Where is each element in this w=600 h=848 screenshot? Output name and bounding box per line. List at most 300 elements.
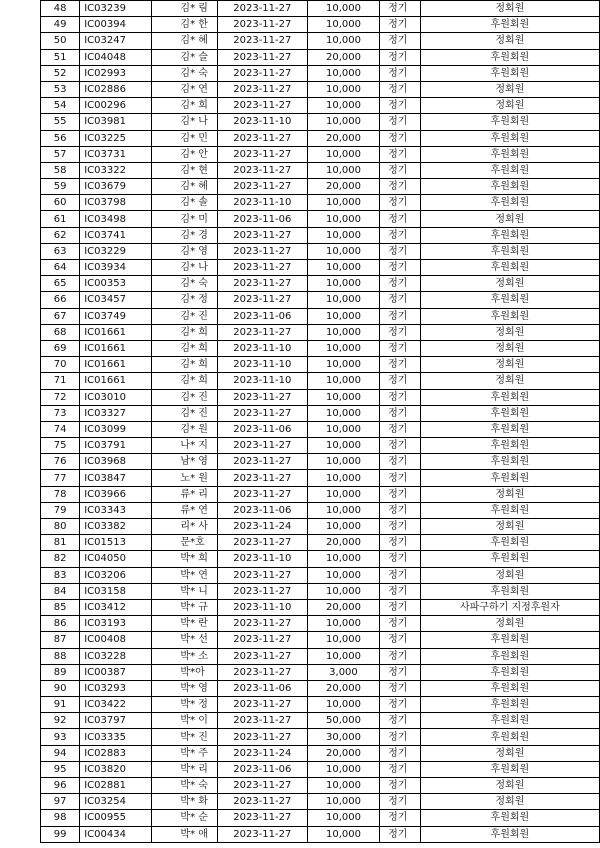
donation-date-cell: 2023-11-27 [217, 810, 307, 826]
row-number-cell: 96 [41, 778, 80, 794]
donation-date-cell: 2023-11-10 [217, 195, 307, 211]
donation-type-cell: 정기 [380, 81, 421, 97]
donation-amount-cell: 10,000 [307, 778, 379, 794]
donation-type-cell: 정기 [380, 405, 421, 421]
member-name-cell: 김* 연 [152, 81, 217, 97]
donation-type-cell: 정기 [380, 810, 421, 826]
row-number-cell: 70 [41, 357, 80, 373]
table-row [41, 680, 600, 696]
member-id-cell: IC03498 [80, 211, 152, 227]
donation-type-cell: 정기 [380, 195, 421, 211]
member-id-cell: IC03225 [80, 130, 152, 146]
donation-date-cell: 2023-11-06 [217, 421, 307, 437]
table-row [41, 227, 600, 243]
member-id-cell: IC03228 [80, 648, 152, 664]
member-category-cell: 후원회원 [420, 729, 599, 745]
donation-amount-cell: 10,000 [307, 697, 379, 713]
member-name-cell: 김* 현 [152, 162, 217, 178]
donation-type-cell: 정기 [380, 130, 421, 146]
donation-amount-cell: 10,000 [307, 454, 379, 470]
donation-date-cell: 2023-11-27 [217, 794, 307, 810]
member-category-cell: 정회원 [420, 745, 599, 761]
member-name-cell: 김* 안 [152, 146, 217, 162]
row-number-cell: 62 [41, 227, 80, 243]
member-name-cell: 김* 경 [152, 227, 217, 243]
donation-amount-cell: 10,000 [307, 405, 379, 421]
donation-date-cell: 2023-11-27 [217, 1, 307, 17]
member-category-cell: 후원회원 [420, 49, 599, 65]
donation-amount-cell: 10,000 [307, 276, 379, 292]
donation-type-cell: 정기 [380, 648, 421, 664]
member-name-cell: 김* 민 [152, 130, 217, 146]
donation-date-cell: 2023-11-27 [217, 713, 307, 729]
donation-amount-cell: 10,000 [307, 567, 379, 583]
donation-type-cell: 정기 [380, 583, 421, 599]
donation-type-cell: 정기 [380, 357, 421, 373]
donation-amount-cell: 10,000 [307, 519, 379, 535]
row-number-cell: 72 [41, 389, 80, 405]
table-row [41, 389, 600, 405]
member-id-cell: IC00434 [80, 826, 152, 842]
member-name-cell: 김* 혜 [152, 179, 217, 195]
donation-amount-cell: 20,000 [307, 535, 379, 551]
member-id-cell: IC03749 [80, 308, 152, 324]
member-id-cell: IC03731 [80, 146, 152, 162]
donation-amount-cell: 10,000 [307, 502, 379, 518]
table-row [41, 761, 600, 777]
donation-date-cell: 2023-11-27 [217, 583, 307, 599]
table-row [41, 778, 600, 794]
member-name-cell: 김* 희 [152, 98, 217, 114]
member-name-cell: 박* 희 [152, 551, 217, 567]
table-row [41, 260, 600, 276]
table-row [41, 211, 600, 227]
table-row [41, 810, 600, 826]
member-id-cell: IC03293 [80, 680, 152, 696]
row-number-cell: 53 [41, 81, 80, 97]
donation-type-cell: 정기 [380, 98, 421, 114]
table-row [41, 826, 600, 842]
donation-date-cell: 2023-11-27 [217, 697, 307, 713]
table-row [41, 745, 600, 761]
table-row [41, 502, 600, 518]
row-number-cell: 69 [41, 340, 80, 356]
donation-date-cell: 2023-11-06 [217, 502, 307, 518]
table-row [41, 33, 600, 49]
donation-type-cell: 정기 [380, 1, 421, 17]
donor-table [40, 0, 600, 843]
member-id-cell: IC04048 [80, 49, 152, 65]
table-row [41, 729, 600, 745]
donation-type-cell: 정기 [380, 680, 421, 696]
donation-amount-cell: 20,000 [307, 599, 379, 615]
member-name-cell: 리* 사 [152, 519, 217, 535]
member-name-cell: 박* 이 [152, 713, 217, 729]
table-row [41, 1, 600, 17]
donation-type-cell: 정기 [380, 632, 421, 648]
donation-date-cell: 2023-11-24 [217, 519, 307, 535]
row-number-cell: 52 [41, 65, 80, 81]
member-name-cell: 나* 지 [152, 438, 217, 454]
row-number-cell: 67 [41, 308, 80, 324]
row-number-cell: 66 [41, 292, 80, 308]
donor-table-container [40, 0, 600, 843]
donation-amount-cell: 10,000 [307, 211, 379, 227]
donation-type-cell: 정기 [380, 324, 421, 340]
donation-date-cell: 2023-11-27 [217, 227, 307, 243]
member-category-cell: 정회원 [420, 340, 599, 356]
donation-amount-cell: 10,000 [307, 146, 379, 162]
donation-amount-cell: 10,000 [307, 324, 379, 340]
row-number-cell: 86 [41, 616, 80, 632]
member-name-cell: 김* 진 [152, 308, 217, 324]
member-id-cell: IC03791 [80, 438, 152, 454]
member-name-cell: 김* 숙 [152, 65, 217, 81]
donor-table-body [41, 1, 600, 843]
donation-date-cell: 2023-11-27 [217, 17, 307, 33]
member-name-cell: 문*호 [152, 535, 217, 551]
member-category-cell: 정회원 [420, 794, 599, 810]
member-category-cell: 후원회원 [420, 227, 599, 243]
donation-amount-cell: 10,000 [307, 648, 379, 664]
table-row [41, 308, 600, 324]
donation-date-cell: 2023-11-10 [217, 114, 307, 130]
donation-date-cell: 2023-11-27 [217, 389, 307, 405]
donation-amount-cell: 30,000 [307, 729, 379, 745]
donation-amount-cell: 10,000 [307, 33, 379, 49]
member-category-cell: 후원회원 [420, 65, 599, 81]
table-row [41, 551, 600, 567]
member-category-cell: 후원회원 [420, 761, 599, 777]
donation-date-cell: 2023-11-27 [217, 486, 307, 502]
donation-date-cell: 2023-11-27 [217, 616, 307, 632]
member-name-cell: 김* 미 [152, 211, 217, 227]
row-number-cell: 73 [41, 405, 80, 421]
member-category-cell: 정회원 [420, 519, 599, 535]
row-number-cell: 71 [41, 373, 80, 389]
row-number-cell: 88 [41, 648, 80, 664]
member-id-cell: IC01661 [80, 324, 152, 340]
donation-type-cell: 정기 [380, 745, 421, 761]
donation-date-cell: 2023-11-24 [217, 745, 307, 761]
row-number-cell: 77 [41, 470, 80, 486]
member-id-cell: IC00408 [80, 632, 152, 648]
member-name-cell: 김* 영 [152, 243, 217, 259]
donation-date-cell: 2023-11-27 [217, 454, 307, 470]
member-name-cell: 박* 리 [152, 761, 217, 777]
row-number-cell: 76 [41, 454, 80, 470]
row-number-cell: 97 [41, 794, 80, 810]
row-number-cell: 91 [41, 697, 80, 713]
table-row [41, 421, 600, 437]
donation-type-cell: 정기 [380, 162, 421, 178]
donation-type-cell: 정기 [380, 33, 421, 49]
donation-amount-cell: 10,000 [307, 65, 379, 81]
donation-amount-cell: 10,000 [307, 292, 379, 308]
member-id-cell: IC03679 [80, 179, 152, 195]
member-id-cell: IC03247 [80, 33, 152, 49]
member-category-cell: 후원회원 [420, 664, 599, 680]
member-id-cell: IC03457 [80, 292, 152, 308]
member-category-cell: 정회원 [420, 373, 599, 389]
member-category-cell: 후원회원 [420, 632, 599, 648]
member-id-cell: IC03343 [80, 502, 152, 518]
member-name-cell: 김* 솔 [152, 195, 217, 211]
member-category-cell: 후원회원 [420, 470, 599, 486]
member-category-cell: 후원회원 [420, 146, 599, 162]
table-row [41, 519, 600, 535]
table-row [41, 81, 600, 97]
member-category-cell: 후원회원 [420, 243, 599, 259]
member-category-cell: 후원회원 [420, 583, 599, 599]
donation-type-cell: 정기 [380, 535, 421, 551]
member-name-cell: 김* 슬 [152, 49, 217, 65]
member-name-cell: 김* 희 [152, 324, 217, 340]
donation-amount-cell: 10,000 [307, 389, 379, 405]
member-name-cell: 박* 주 [152, 745, 217, 761]
member-category-cell: 후원회원 [420, 454, 599, 470]
member-name-cell: 김* 숙 [152, 276, 217, 292]
member-name-cell: 김* 나 [152, 114, 217, 130]
donation-amount-cell: 20,000 [307, 745, 379, 761]
donation-type-cell: 정기 [380, 227, 421, 243]
member-category-cell: 후원회원 [420, 308, 599, 324]
row-number-cell: 92 [41, 713, 80, 729]
member-category-cell: 정회원 [420, 567, 599, 583]
row-number-cell: 68 [41, 324, 80, 340]
member-category-cell: 후원회원 [420, 680, 599, 696]
member-name-cell: 박* 란 [152, 616, 217, 632]
table-row [41, 162, 600, 178]
member-id-cell: IC03847 [80, 470, 152, 486]
donation-date-cell: 2023-11-27 [217, 130, 307, 146]
donation-date-cell: 2023-11-06 [217, 211, 307, 227]
row-number-cell: 99 [41, 826, 80, 842]
member-category-cell: 정회원 [420, 276, 599, 292]
donation-amount-cell: 3,000 [307, 664, 379, 680]
member-category-cell: 정회원 [420, 778, 599, 794]
member-category-cell: 후원회원 [420, 502, 599, 518]
row-number-cell: 75 [41, 438, 80, 454]
table-row [41, 486, 600, 502]
member-id-cell: IC03412 [80, 599, 152, 615]
member-id-cell: IC03797 [80, 713, 152, 729]
donation-type-cell: 정기 [380, 438, 421, 454]
donation-type-cell: 정기 [380, 567, 421, 583]
member-category-cell: 후원회원 [420, 421, 599, 437]
table-row [41, 65, 600, 81]
member-name-cell: 박* 소 [152, 648, 217, 664]
table-row [41, 114, 600, 130]
donation-date-cell: 2023-11-06 [217, 761, 307, 777]
row-number-cell: 54 [41, 98, 80, 114]
donation-type-cell: 정기 [380, 664, 421, 680]
member-category-cell: 후원회원 [420, 535, 599, 551]
row-number-cell: 80 [41, 519, 80, 535]
member-name-cell: 노* 원 [152, 470, 217, 486]
member-name-cell: 박* 정 [152, 697, 217, 713]
table-row [41, 664, 600, 680]
member-category-cell: 후원회원 [420, 405, 599, 421]
row-number-cell: 64 [41, 260, 80, 276]
donation-amount-cell: 10,000 [307, 340, 379, 356]
donation-amount-cell: 10,000 [307, 470, 379, 486]
donation-date-cell: 2023-11-27 [217, 648, 307, 664]
row-number-cell: 59 [41, 179, 80, 195]
member-id-cell: IC00955 [80, 810, 152, 826]
member-id-cell: IC03254 [80, 794, 152, 810]
member-id-cell: IC00353 [80, 276, 152, 292]
member-name-cell: 박* 규 [152, 599, 217, 615]
member-id-cell: IC03934 [80, 260, 152, 276]
table-row [41, 324, 600, 340]
donation-amount-cell: 20,000 [307, 49, 379, 65]
donation-amount-cell: 10,000 [307, 421, 379, 437]
member-category-cell: 후원회원 [420, 389, 599, 405]
table-row [41, 454, 600, 470]
member-category-cell: 정회원 [420, 1, 599, 17]
donation-amount-cell: 10,000 [307, 227, 379, 243]
member-category-cell: 후원회원 [420, 179, 599, 195]
member-name-cell: 박* 화 [152, 794, 217, 810]
donation-amount-cell: 10,000 [307, 632, 379, 648]
table-row [41, 794, 600, 810]
donation-type-cell: 정기 [380, 486, 421, 502]
donation-date-cell: 2023-11-27 [217, 405, 307, 421]
donation-amount-cell: 10,000 [307, 826, 379, 842]
row-number-cell: 82 [41, 551, 80, 567]
member-id-cell: IC03968 [80, 454, 152, 470]
member-name-cell: 남* 영 [152, 454, 217, 470]
row-number-cell: 51 [41, 49, 80, 65]
donation-type-cell: 정기 [380, 340, 421, 356]
member-name-cell: 김* 나 [152, 260, 217, 276]
donation-date-cell: 2023-11-27 [217, 438, 307, 454]
donation-amount-cell: 10,000 [307, 98, 379, 114]
donation-date-cell: 2023-11-27 [217, 292, 307, 308]
donation-date-cell: 2023-11-27 [217, 81, 307, 97]
donation-type-cell: 정기 [380, 502, 421, 518]
donation-amount-cell: 10,000 [307, 162, 379, 178]
table-row [41, 648, 600, 664]
member-id-cell: IC01661 [80, 357, 152, 373]
member-category-cell: 사파구하기 지정후원자 [420, 599, 599, 615]
member-category-cell: 정회원 [420, 486, 599, 502]
row-number-cell: 50 [41, 33, 80, 49]
table-row [41, 357, 600, 373]
member-id-cell: IC02993 [80, 65, 152, 81]
donation-amount-cell: 10,000 [307, 373, 379, 389]
member-id-cell: IC03322 [80, 162, 152, 178]
table-row [41, 567, 600, 583]
member-name-cell: 박* 진 [152, 729, 217, 745]
member-id-cell: IC03981 [80, 114, 152, 130]
donation-type-cell: 정기 [380, 729, 421, 745]
member-name-cell: 박* 숙 [152, 778, 217, 794]
donation-type-cell: 정기 [380, 470, 421, 486]
member-name-cell: 김* 희 [152, 373, 217, 389]
member-name-cell: 김* 정 [152, 292, 217, 308]
member-name-cell: 박* 니 [152, 583, 217, 599]
donation-date-cell: 2023-11-10 [217, 599, 307, 615]
donation-date-cell: 2023-11-27 [217, 243, 307, 259]
member-name-cell: 박* 연 [152, 567, 217, 583]
table-row [41, 405, 600, 421]
donation-amount-cell: 20,000 [307, 130, 379, 146]
row-number-cell: 74 [41, 421, 80, 437]
donation-amount-cell: 10,000 [307, 616, 379, 632]
donation-date-cell: 2023-11-06 [217, 308, 307, 324]
member-id-cell: IC02881 [80, 778, 152, 794]
member-id-cell: IC03099 [80, 421, 152, 437]
row-number-cell: 63 [41, 243, 80, 259]
member-id-cell: IC03422 [80, 697, 152, 713]
member-id-cell: IC01513 [80, 535, 152, 551]
donation-date-cell: 2023-11-27 [217, 146, 307, 162]
member-category-cell: 후원회원 [420, 697, 599, 713]
member-name-cell: 류* 리 [152, 486, 217, 502]
member-category-cell: 후원회원 [420, 130, 599, 146]
row-number-cell: 89 [41, 664, 80, 680]
member-name-cell: 박* 선 [152, 632, 217, 648]
donation-amount-cell: 10,000 [307, 308, 379, 324]
table-row [41, 243, 600, 259]
donation-amount-cell: 10,000 [307, 195, 379, 211]
donation-amount-cell: 10,000 [307, 81, 379, 97]
donation-date-cell: 2023-11-27 [217, 826, 307, 842]
row-number-cell: 83 [41, 567, 80, 583]
donation-type-cell: 정기 [380, 179, 421, 195]
donation-amount-cell: 10,000 [307, 114, 379, 130]
member-name-cell: 김* 한 [152, 17, 217, 33]
donation-type-cell: 정기 [380, 308, 421, 324]
donation-type-cell: 정기 [380, 697, 421, 713]
donation-date-cell: 2023-11-27 [217, 260, 307, 276]
donation-type-cell: 정기 [380, 211, 421, 227]
donation-date-cell: 2023-11-27 [217, 98, 307, 114]
member-category-cell: 후원회원 [420, 195, 599, 211]
table-row [41, 599, 600, 615]
member-id-cell: IC03158 [80, 583, 152, 599]
row-number-cell: 84 [41, 583, 80, 599]
member-id-cell: IC03741 [80, 227, 152, 243]
member-id-cell: IC00394 [80, 17, 152, 33]
donation-amount-cell: 50,000 [307, 713, 379, 729]
member-category-cell: 후원회원 [420, 438, 599, 454]
row-number-cell: 93 [41, 729, 80, 745]
table-row [41, 535, 600, 551]
donation-date-cell: 2023-11-27 [217, 276, 307, 292]
donation-amount-cell: 20,000 [307, 179, 379, 195]
table-row [41, 195, 600, 211]
row-number-cell: 90 [41, 680, 80, 696]
donation-amount-cell: 10,000 [307, 794, 379, 810]
donation-date-cell: 2023-11-27 [217, 729, 307, 745]
row-number-cell: 56 [41, 130, 80, 146]
member-name-cell: 김* 희 [152, 340, 217, 356]
table-row [41, 130, 600, 146]
member-category-cell: 후원회원 [420, 810, 599, 826]
row-number-cell: 57 [41, 146, 80, 162]
member-id-cell: IC01661 [80, 340, 152, 356]
donation-type-cell: 정기 [380, 599, 421, 615]
member-name-cell: 김* 원 [152, 421, 217, 437]
donation-date-cell: 2023-11-27 [217, 49, 307, 65]
row-number-cell: 95 [41, 761, 80, 777]
member-category-cell: 정회원 [420, 616, 599, 632]
table-row [41, 632, 600, 648]
row-number-cell: 48 [41, 1, 80, 17]
